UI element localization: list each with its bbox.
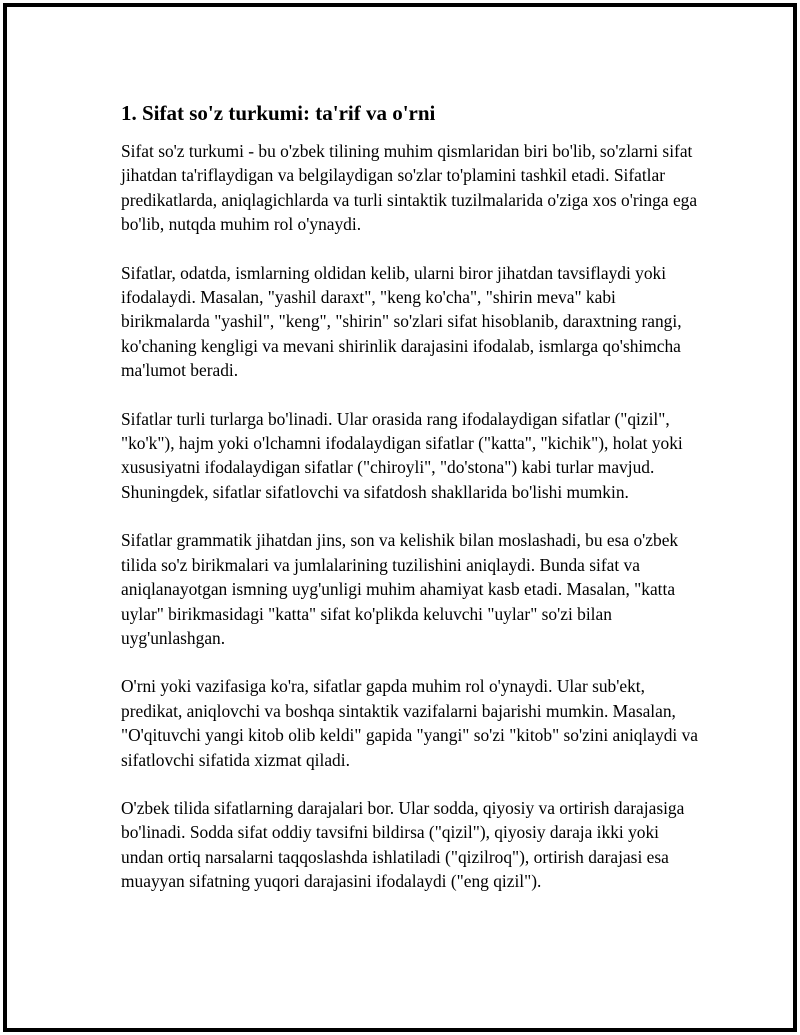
paragraph-5: O'rni yoki vazifasiga ko'ra, sifatlar gapda muhim rol o'ynaydi. Ular sub'ekt, predikat, aniqlovchi va boshqa sintaktik vazifalarni bajarishi mumkin. Masalan, "O'qituvchi yangi kitob olib keldi" gapida "yangi" so'zi "kitob" so'zini aniqlaydi va sifatlovchi sifatida xizmat qiladi. — [121, 676, 699, 770]
paragraph-3: Sifatlar turli turlarga bo'linadi. Ular orasida rang ifodalaydigan sifatlar ("qizil", "ko'k"), hajm yoki o'lchamni ifodalaydigan sifatlar ("katta", "kichik"), holat yoki xususiyatni ifodalaydigan sifatlar ("chiroyli", "do'stona") kabi turlar mavjud. Shuningdek, sifatlar sifatlovchi va sifatdosh shakllarida bo'lishi mumkin. — [121, 408, 683, 502]
paragraph-6: O'zbek tilida sifatlarning darajalari bor. Ular sodda, qiyosiy va ortirish darajasiga bo'linadi. Sodda sifat oddiy tavsifni bildirsa ("qizil"), qiyosiy daraja ikki yoki undan ortiq narsalarni taqqoslashda ishlatiladi ("qizilroq"), ortirish darajasi esa muayyan sifatning yuqori darajasini ifodalaydi ("eng qizil"). — [121, 797, 685, 892]
paragraph-2: Sifatlar, odatda, ismlarning oldidan kelib, ularni biror jihatdan tavsiflaydi yoki ifodalaydi. Masalan, "yashil daraxt", "keng ko'cha", "shirin meva" kabi birikmalarda "yashil", "keng", "shirin" so'zlari sifat hisoblanib, daraxtning rangi, ko'chaning kengligi va mevani shirinlik darajasini ifodalab, ismlarga qo'shimcha ma'lumot beradi. — [121, 262, 682, 381]
page-frame — [3, 3, 797, 1032]
document-body — [121, 99, 701, 918]
section-title: 1. Sifat so'z turkumi: ta'rif va o'rni — [121, 101, 436, 125]
paragraph-1: Sifat so'z turkumi - bu o'zbek tilining muhim qismlaridan biri bo'lib, so'zlarni sifat jihatdan ta'riflaydigan va belgilaydigan so'zlar to'plamini tashkil etadi. Sifatlar predikatlarda, aniqlagichlarda va turli sintaktik tuzilmalarida o'ziga xos o'ringa ega bo'lib, nutqda muhim rol o'ynaydi. — [121, 141, 698, 235]
paragraph-4: Sifatlar grammatik jihatdan jins, son va kelishik bilan moslashadi, bu esa o'zbek tilida so'z birikmalari va jumlalarining tuzilishini aniqlaydi. Bunda sifat va aniqlanayotgan ismning uyg'unligi muhim ahamiyat kasb etadi. Masalan, "katta uylar" birikmasidagi "katta" sifat ko'plikda keluvchi "uylar" so'zi bilan uyg'unlashgan. — [121, 530, 679, 648]
